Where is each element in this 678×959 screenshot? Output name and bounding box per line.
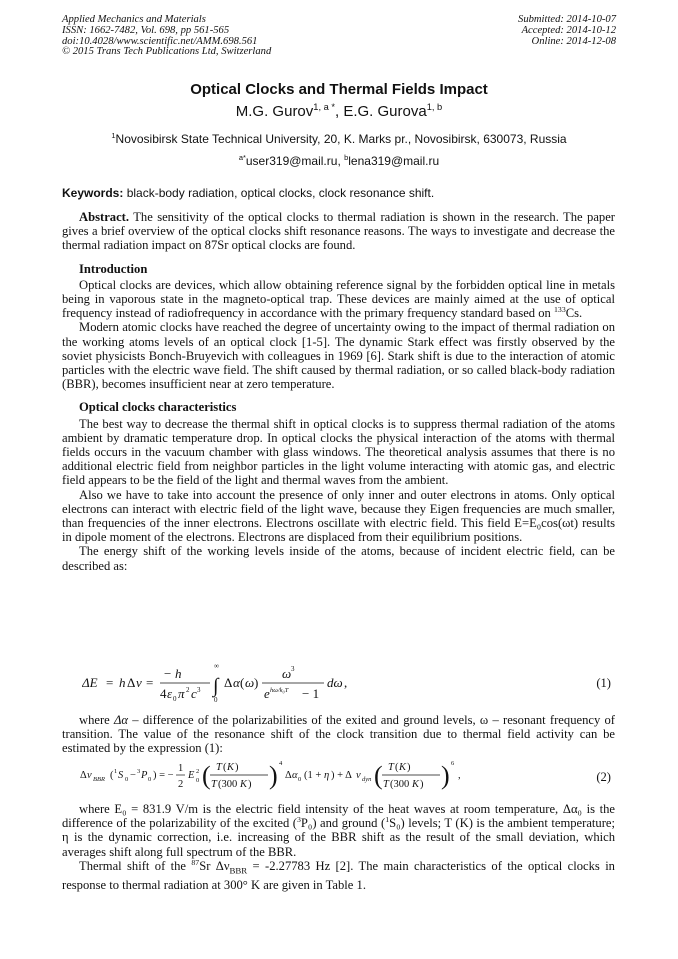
svg-text:hω/k₀T: hω/k₀T: [270, 687, 289, 694]
svg-text:S: S: [118, 770, 124, 781]
abstract-label: Abstract.: [79, 210, 130, 224]
bbr-sub: BBR: [229, 865, 248, 876]
copyright: © 2015 Trans Tech Publications Ltd, Switzerland: [62, 46, 272, 58]
svg-text:T: T: [216, 762, 222, 773]
svg-text:0: 0: [148, 776, 152, 783]
svg-text:0: 0: [214, 696, 218, 704]
svg-text:4: 4: [160, 686, 167, 701]
svg-text:α: α: [233, 675, 240, 690]
char-p4: [62, 713, 615, 756]
equation-2: [62, 758, 615, 798]
char-p4-b: – difference of the polarizabilities of the exited and ground levels, ω – resonant frequency of transition. The value of the resonance shift of the clock transition due to thermal field activity can be estimated by the expression (1):: [62, 713, 616, 756]
svg-text:0: 0: [298, 776, 302, 783]
char-p5: [62, 802, 615, 859]
svg-text:ν: ν: [136, 675, 142, 690]
svg-text:ω: ω: [282, 666, 292, 681]
equation-1: [62, 664, 615, 704]
svg-text:− 1: − 1: [302, 686, 320, 701]
affiliation: [0, 132, 678, 146]
svg-text:K: K: [412, 779, 420, 790]
svg-text:E: E: [188, 770, 195, 781]
svg-text:2: 2: [186, 686, 190, 694]
svg-text:ε: ε: [167, 686, 173, 701]
svg-text:α: α: [292, 770, 298, 781]
svg-text:): ): [248, 779, 252, 790]
svg-text:(1 +: (1 +: [304, 770, 322, 781]
submitted-date: Submitted: 2014-10-07: [518, 14, 616, 25]
char-p2: Also we have to take into account the presence of only inner and outer electrons in atoms. Only optical electrons can interact with electric field of the light wave, because they Eigen frequencies are much smaller, than frequencies of the inner electrons. Electrons oscillate with electric field. This field E=E₀cos(ωt) results in dipole moment of the electrons. Electrons are displaced from their equilibrium positions.: [62, 487, 615, 545]
abstract-text: The sensitivity of the optical clocks to thermal radiation is shown in the research. The paper gives a brief overview of the optical clocks shift resonance reasons. The ways to investigate and decrease the thermal radiation impact on 87Sr optical clocks are found.: [62, 210, 615, 253]
svg-text:2: 2: [196, 768, 200, 775]
svg-text:∫: ∫: [213, 675, 219, 697]
email-b[interactable]: lena319@mail.ru: [348, 154, 440, 168]
svg-text:3: 3: [197, 686, 201, 694]
svg-text:(: (: [374, 761, 383, 790]
equation-1-number: (1): [596, 676, 611, 690]
svg-text:(: (: [240, 675, 245, 690]
svg-text:3: 3: [291, 665, 295, 673]
svg-text:0: 0: [173, 695, 177, 703]
svg-text:dyn: dyn: [362, 776, 372, 783]
equation-2-formula: [80, 756, 500, 800]
emails: $^{a*}$user319@mail.ru, $^b$lena319@mail.ru: [238, 153, 440, 168]
svg-text:0: 0: [196, 777, 200, 784]
issn: ISSN: 1662-7482, Vol. 698, pp 561-565: [62, 24, 230, 36]
doi: doi:10.4028/www.scientific.net/AMM.698.561: [62, 35, 258, 47]
svg-text:6: 6: [451, 760, 455, 767]
svg-text:=: =: [106, 675, 114, 690]
svg-text:BBR: BBR: [93, 776, 105, 783]
affiliation-number: 1: [111, 131, 116, 140]
keywords: [62, 186, 618, 200]
body-part-1: [62, 210, 615, 573]
sr-isotope: 87: [191, 857, 200, 867]
svg-text:K: K: [227, 762, 235, 773]
author-1: M.G. Gurov: [235, 103, 314, 120]
svg-text:Δ: Δ: [224, 675, 233, 690]
equation-1-formula: [82, 660, 502, 706]
svg-text:π: π: [178, 686, 185, 701]
char-p6-a: Thermal shift of the: [79, 858, 192, 873]
svg-text:c: c: [191, 686, 197, 701]
intro-p2: Modern atomic clocks have reached the degree of uncertainty owing to the impact of thermal radiation on the working atoms levels of an optical clock [1-5]. The dynamic Stark effect was firstly observed by the soviet physicists Bonch-Bruyevich with colleagues in 1969 [6]. Stark shift is due to the interaction of atomic particles with the electric wave field. The shift caused by thermal radiation, or so called black-body radiation (BBR), becomes insufficient near at zero temperature.: [62, 320, 615, 392]
svg-text:(: (: [202, 761, 211, 790]
svg-text:): ): [235, 762, 239, 773]
svg-text:): ): [407, 762, 411, 773]
svg-text:): ): [254, 675, 259, 690]
svg-text:Δ: Δ: [127, 675, 136, 690]
abstract: [62, 210, 615, 253]
svg-text:∞: ∞: [214, 662, 219, 670]
journal-name: Applied Mechanics and Materials: [62, 14, 206, 25]
svg-text:−: −: [164, 666, 172, 681]
svg-text:,: ,: [344, 675, 348, 690]
email-a-mark: a*: [238, 153, 246, 162]
author-2-affil: 1, b: [426, 102, 443, 112]
svg-text:2: 2: [178, 779, 184, 790]
svg-text:3: 3: [137, 768, 141, 775]
svg-text:): ): [420, 779, 424, 790]
svg-text:T: T: [383, 779, 389, 790]
char-p4-a: where: [79, 713, 115, 727]
svg-text:ω: ω: [245, 675, 255, 690]
svg-text:T: T: [388, 762, 394, 773]
author-1-affil: 1, a *: [313, 102, 335, 112]
body-part-3: [62, 802, 615, 892]
svg-text:P: P: [141, 770, 148, 781]
cs-isotope: 133: [554, 305, 566, 315]
svg-text:−: −: [130, 770, 136, 781]
svg-text:=: =: [146, 675, 154, 690]
svg-text:K: K: [240, 779, 248, 790]
intro-heading: Introduction: [79, 261, 148, 276]
svg-text:ν: ν: [356, 770, 361, 781]
intro-p1: [62, 278, 615, 321]
svg-text:): ): [269, 761, 278, 790]
characteristics-heading: Optical clocks characteristics: [79, 400, 237, 415]
online-date: Online: 2014-12-08: [531, 35, 616, 47]
journal-info: [62, 15, 271, 58]
char-p6-b: Sr Δν: [199, 858, 230, 873]
equation-2-number: (2): [596, 770, 611, 784]
accepted-date: Accepted: 2014-10-12: [521, 24, 616, 36]
char-p1: The best way to decrease the thermal shift in optical clocks is to suppress thermal radiation of the atoms ambient by dramatic temperature drop. In optical clocks the physical interaction of the atoms with thermal fields occurs in the vacuum chamber with glass windows. The theoretical analysis assumes that there is no additional electric field from neighbor particles in the light volume interacting with atomic gas, and electric field appears to be the field of the light and thermal waves from the ambient.: [62, 416, 615, 488]
body-part-2: [62, 713, 615, 756]
keywords-text: black-body radiation, optical clocks, clock resonance shift.: [126, 186, 435, 200]
svg-text:) = −: ) = −: [153, 770, 174, 781]
char-p3: The energy shift of the working levels inside of the atoms, because of incident electric field, can be described as:: [62, 544, 615, 573]
svg-text:Δ: Δ: [285, 770, 292, 781]
svg-text:1: 1: [114, 768, 118, 775]
char-p5-a: where E₀ = 831.9 V/m is the electric field intensity of the heat waves at room temperature, Δα₀ is the difference of the polarizability of the excited (: [62, 802, 615, 831]
delta-alpha: Δα: [114, 713, 129, 727]
svg-text:(: (: [110, 770, 114, 781]
char-p6-c: = -2.27783 Hz [2]. The main characteristics of the optical clocks in response to thermal radiation at 300° K are given in Table 1.: [62, 858, 615, 892]
intro-p1-end: Cs.: [565, 306, 583, 321]
email-a[interactable]: user319@mail.ru: [245, 154, 338, 168]
svg-text:0: 0: [125, 776, 129, 783]
char-p5-c: S₀) levels; T (K) is the ambient temperature; η is the dynamic correction, i.e. increasing of the BBR shift as the result of the small deviation, which averages shift along full spectrum of the BBR.: [62, 816, 616, 859]
svg-text:(300: (300: [218, 779, 238, 790]
p5-sup2: 1: [385, 815, 390, 825]
svg-text:): ): [441, 761, 450, 790]
svg-text:T: T: [211, 779, 217, 790]
authors: M.G. Gurov$^{1, a *}$, E.G. Gurova$^{1, b}$: [235, 102, 443, 120]
email-b-mark: b: [344, 153, 349, 162]
char-p6: [62, 859, 615, 892]
svg-text:Δ: Δ: [80, 770, 87, 781]
svg-text:ΔE: ΔE: [82, 675, 98, 690]
svg-text:4: 4: [279, 760, 283, 767]
dates-info: [518, 15, 616, 47]
svg-text:e: e: [264, 686, 270, 701]
p5-sup1: 3: [297, 815, 301, 825]
char-p5-b: P₀) and ground (: [300, 816, 386, 831]
svg-text:(300: (300: [390, 779, 410, 790]
affiliation-text: Novosibirsk State Technical University, 20, K. Marks pr., Novosibirsk, 630073, Russia: [115, 132, 567, 146]
svg-text:K: K: [399, 762, 407, 773]
svg-text:h: h: [175, 666, 182, 681]
svg-text:ν: ν: [87, 770, 92, 781]
svg-text:η: η: [324, 770, 330, 781]
paper-title: Optical Clocks and Thermal Fields Impact: [190, 81, 488, 98]
svg-text:(: (: [395, 762, 399, 773]
svg-text:h: h: [119, 675, 126, 690]
keywords-label: Keywords:: [62, 186, 124, 200]
svg-text:,: ,: [458, 770, 461, 781]
svg-text:(: (: [223, 762, 227, 773]
svg-text:dω: dω: [327, 675, 343, 690]
intro-p1-text: Optical clocks are devices, which allow obtaining reference signal by the forbidden optical line in metals being in vaporous state in the magneto-optical trap. These devices are mainly aimed at the use of optical frequency instead of radiofrequency in accordance with the primary frequency standard based on: [62, 277, 615, 321]
svg-text:) + Δ: ) + Δ: [331, 770, 352, 781]
svg-text:1: 1: [178, 763, 184, 774]
author-2: E.G. Gurova: [343, 103, 427, 120]
